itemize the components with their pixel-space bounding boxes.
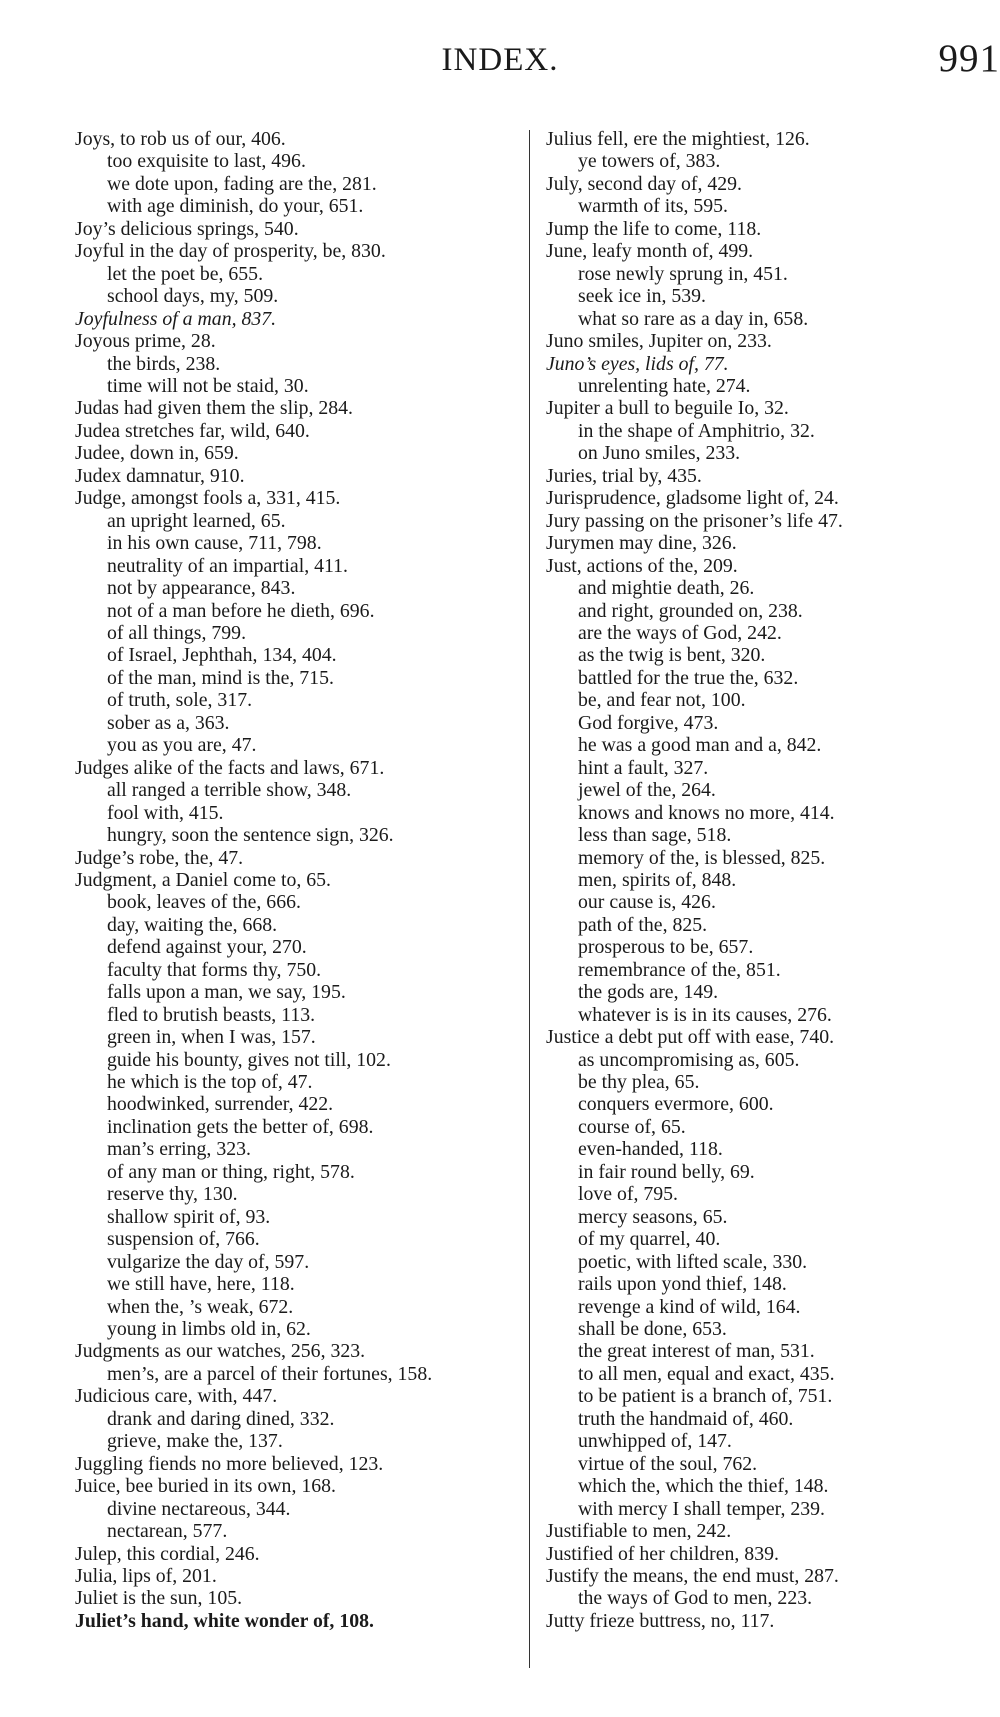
index-subentry: love of, 795. xyxy=(578,1183,678,1206)
index-subentry: warmth of its, 595. xyxy=(578,195,728,218)
index-subentry: prosperous to be, 657. xyxy=(578,936,754,959)
index-subentry: what so rare as a day in, 658. xyxy=(578,307,809,330)
index-subentry: an upright learned, 65. xyxy=(107,509,286,532)
index-subentry: defend against your, 270. xyxy=(107,936,307,959)
index-subentry: seek ice in, 539. xyxy=(578,285,706,308)
index-entry: Joyous prime, 28. xyxy=(75,330,216,353)
index-subentry: day, waiting the, 668. xyxy=(107,913,278,936)
index-subentry: of the man, mind is the, 715. xyxy=(107,666,334,689)
index-subentry: all ranged a terrible show, 348. xyxy=(107,779,352,802)
index-entry: Juggling fiends no more believed, 123. xyxy=(75,1452,384,1475)
index-entry: Juliet’s hand, white wonder of, 108. xyxy=(75,1609,374,1632)
index-entry: Judge, amongst fools a, 331, 415. xyxy=(75,487,341,510)
index-subentry: nectarean, 577. xyxy=(107,1520,228,1543)
index-subentry: when the, ’s weak, 672. xyxy=(107,1295,294,1318)
index-entry: Jump the life to come, 118. xyxy=(546,217,762,240)
index-subentry: school days, my, 509. xyxy=(107,285,279,308)
index-subentry: divine nectareous, 344. xyxy=(107,1497,291,1520)
index-entry: Judgment, a Daniel come to, 65. xyxy=(75,868,331,891)
index-entry: Julia, lips of, 201. xyxy=(75,1565,217,1587)
index-entry: Julep, this cordial, 246. xyxy=(75,1542,260,1565)
index-subentry: rose newly sprung in, 451. xyxy=(578,262,788,285)
index-subentry: faculty that forms thy, 750. xyxy=(107,958,322,981)
index-subentry: hungry, soon the sentence sign, 326. xyxy=(107,824,394,847)
index-subentry: suspension of, 766. xyxy=(107,1228,260,1251)
index-subentry: grieve, make the, 137. xyxy=(107,1430,283,1453)
index-entry: Justice a debt put off with ease, 740. xyxy=(546,1026,835,1049)
index-entry: Judgments as our watches, 256, 323. xyxy=(75,1340,366,1363)
index-entry: Juno’s eyes, lids of, 77. xyxy=(546,352,729,375)
index-subentry: and mightie death, 26. xyxy=(578,577,755,600)
index-subentry: let the poet be, 655. xyxy=(107,262,264,285)
index-subentry: inclination gets the better of, 698. xyxy=(107,1115,374,1138)
index-subentry: knows and knows no more, 414. xyxy=(578,801,835,824)
index-subentry: and right, grounded on, 238. xyxy=(578,599,803,622)
index-subentry: in fair round belly, 69. xyxy=(578,1160,755,1183)
index-subentry: be, and fear not, 100. xyxy=(578,689,746,712)
index-subentry: unwhipped of, 147. xyxy=(578,1430,732,1453)
index-subentry: green in, when I was, 157. xyxy=(107,1026,316,1049)
index-subentry: vulgarize the day of, 597. xyxy=(107,1250,310,1273)
index-subentry: on Juno smiles, 233. xyxy=(578,442,741,465)
index-subentry: as the twig is bent, 320. xyxy=(578,644,766,667)
index-subentry: young in limbs old in, 62. xyxy=(107,1318,311,1341)
index-entry: Judges alike of the facts and laws, 671. xyxy=(75,756,385,779)
index-subentry: the gods are, 149. xyxy=(578,981,719,1004)
index-subentry: with mercy I shall temper, 239. xyxy=(578,1497,825,1520)
index-subentry: conquers evermore, 600. xyxy=(578,1093,774,1116)
index-entry: Jurisprudence, gladsome light of, 24. xyxy=(546,487,839,510)
index-subentry: hoodwinked, surrender, 422. xyxy=(107,1093,334,1116)
index-subentry: of my quarrel, 40. xyxy=(578,1228,721,1251)
index-subentry: fool with, 415. xyxy=(107,801,224,824)
index-entry: Juice, bee buried in its own, 168. xyxy=(75,1475,336,1498)
index-entry: Justified of her children, 839. xyxy=(546,1542,779,1565)
page-number: 991 xyxy=(938,37,1000,80)
index-subentry: rails upon yond thief, 148. xyxy=(578,1273,787,1296)
index-subentry: the great interest of man, 531. xyxy=(578,1340,815,1363)
index-subentry: are the ways of God, 242. xyxy=(578,621,782,644)
column-divider xyxy=(529,130,530,1668)
index-subentry: fled to brutish beasts, 113. xyxy=(107,1003,316,1026)
index-subentry: which the, which the thief, 148. xyxy=(578,1475,829,1498)
index-entry: Justify the means, the end must, 287. xyxy=(546,1565,839,1587)
index-subentry: shall be done, 653. xyxy=(578,1318,727,1341)
index-subentry: to all men, equal and exact, 435. xyxy=(578,1362,835,1385)
index-entry: Judee, down in, 659. xyxy=(75,442,239,465)
index-subentry: as uncompromising as, 605. xyxy=(578,1048,800,1071)
index-subentry: drank and daring dined, 332. xyxy=(107,1407,335,1430)
index-subentry: virtue of the soul, 762. xyxy=(578,1452,758,1475)
index-entry: Joyfulness of a man, 837. xyxy=(75,307,277,330)
index-subentry: we still have, here, 118. xyxy=(107,1273,295,1296)
index-subentry: in the shape of Amphitrio, 32. xyxy=(578,419,815,442)
index-entry: Just, actions of the, 209. xyxy=(546,554,738,577)
index-subentry: even-handed, 118. xyxy=(578,1138,723,1161)
index-entry: Jurymen may dine, 326. xyxy=(546,532,737,555)
index-entry: Juno smiles, Jupiter on, 233. xyxy=(546,330,772,353)
index-subentry: less than sage, 518. xyxy=(578,824,732,847)
index-subentry: sober as a, 363. xyxy=(107,711,230,734)
index-entry: Judex damnatur, 910. xyxy=(75,464,245,487)
index-subentry: reserve thy, 130. xyxy=(107,1183,238,1206)
index-subentry: path of the, 825. xyxy=(578,913,708,936)
index-subentry: we dote upon, fading are the, 281. xyxy=(107,172,377,195)
index-subentry: mercy seasons, 65. xyxy=(578,1205,728,1228)
index-subentry: of any man or thing, right, 578. xyxy=(107,1160,355,1183)
index-subentry: course of, 65. xyxy=(578,1115,686,1138)
index-subentry: he which is the top of, 47. xyxy=(107,1071,313,1094)
index-column-right xyxy=(546,128,966,1632)
index-entry: Jupiter a bull to beguile Io, 32. xyxy=(546,397,789,420)
index-subentry: whatever is is in its causes, 276. xyxy=(578,1003,832,1026)
index-subentry: book, leaves of the, 666. xyxy=(107,891,301,914)
index-entry: Jutty frieze buttress, no, 117. xyxy=(546,1609,775,1632)
index-subentry: of truth, sole, 317. xyxy=(107,689,253,712)
index-subentry: he was a good man and a, 842. xyxy=(578,734,822,757)
index-subentry: guide his bounty, gives not till, 102. xyxy=(107,1048,391,1071)
index-subentry: remembrance of the, 851. xyxy=(578,958,781,981)
index-subentry: ye towers of, 383. xyxy=(578,150,721,173)
index-column-left xyxy=(75,128,515,1632)
index-subentry: neutrality of an impartial, 411. xyxy=(107,554,348,577)
index-subentry: the ways of God to men, 223. xyxy=(578,1587,813,1610)
index-entry: Judas had given them the slip, 284. xyxy=(75,397,353,420)
index-subentry: jewel of the, 264. xyxy=(578,779,716,802)
index-subentry: unrelenting hate, 274. xyxy=(578,374,751,397)
index-entry: Juliet is the sun, 105. xyxy=(75,1587,243,1610)
index-entry: Joy’s delicious springs, 540. xyxy=(75,217,299,240)
index-entry: Jury passing on the prisoner’s life 47. xyxy=(546,509,843,532)
index-subentry: the birds, 238. xyxy=(107,352,221,375)
index-subentry: hint a fault, 327. xyxy=(578,756,709,779)
page-header xyxy=(0,36,1000,86)
index-subentry: of all things, 799. xyxy=(107,621,247,644)
index-subentry: our cause is, 426. xyxy=(578,891,716,914)
index-subentry: men, spirits of, 848. xyxy=(578,868,737,891)
index-entry: Joys, to rob us of our, 406. xyxy=(75,128,286,150)
index-subentry: not of a man before he dieth, 696. xyxy=(107,599,375,622)
index-subentry: shallow spirit of, 93. xyxy=(107,1205,271,1228)
index-subentry: not by appearance, 843. xyxy=(107,577,296,600)
index-entry: Judicious care, with, 447. xyxy=(75,1385,278,1408)
index-entry: Judge’s robe, the, 47. xyxy=(75,846,244,869)
index-subentry: time will not be staid, 30. xyxy=(107,374,309,397)
index-subentry: in his own cause, 711, 798. xyxy=(107,532,322,555)
index-entry: Joyful in the day of prosperity, be, 830. xyxy=(75,240,386,263)
index-subentry: falls upon a man, we say, 195. xyxy=(107,981,346,1004)
index-subentry: man’s erring, 323. xyxy=(107,1138,251,1161)
page-title: INDEX. xyxy=(441,42,559,78)
index-subentry: with age diminish, do your, 651. xyxy=(107,195,364,218)
index-subentry: God forgive, 473. xyxy=(578,711,719,734)
index-subentry: memory of the, is blessed, 825. xyxy=(578,846,826,869)
index-subentry: be thy plea, 65. xyxy=(578,1071,700,1094)
index-entry: Justifiable to men, 242. xyxy=(546,1520,732,1543)
index-subentry: revenge a kind of wild, 164. xyxy=(578,1295,801,1318)
index-entry: Juries, trial by, 435. xyxy=(546,464,702,487)
index-subentry: to be patient is a branch of, 751. xyxy=(578,1385,833,1408)
index-subentry: you as you are, 47. xyxy=(107,734,257,757)
index-entry: July, second day of, 429. xyxy=(546,172,742,195)
index-entry: June, leafy month of, 499. xyxy=(546,240,754,263)
index-entry: Julius fell, ere the mightiest, 126. xyxy=(546,128,810,150)
index-subentry: men’s, are a parcel of their fortunes, 158. xyxy=(107,1362,433,1385)
index-subentry: too exquisite to last, 496. xyxy=(107,150,306,173)
index-subentry: battled for the true the, 632. xyxy=(578,666,799,689)
index-subentry: poetic, with lifted scale, 330. xyxy=(578,1250,808,1273)
index-subentry: of Israel, Jephthah, 134, 404. xyxy=(107,644,337,667)
index-entry: Judea stretches far, wild, 640. xyxy=(75,419,310,442)
index-subentry: truth the handmaid of, 460. xyxy=(578,1407,794,1430)
